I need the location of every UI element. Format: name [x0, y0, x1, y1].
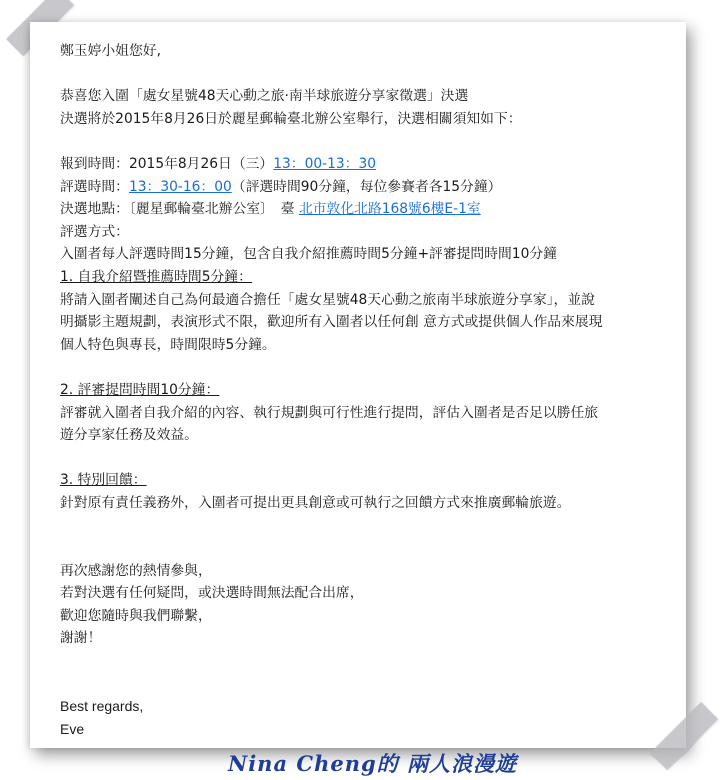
intro-line-1: 恭喜您入圍「處女星號48天心動之旅·南半球旅遊分享家徵選」決選: [60, 88, 469, 105]
location-line: [60, 198, 678, 221]
blog-watermark: Nina Cheng的 兩人浪漫遊: [228, 751, 517, 776]
section-2-title: 2. 評審提問時間10分鐘：: [60, 381, 220, 398]
judging-note: （評選時間90分鐘，每位參賽者各15分鐘）: [231, 178, 502, 195]
section-2-line-2: 遊分享家任務及效益。: [60, 427, 198, 444]
section-1-title: 1. 自我介紹暨推薦時間5分鐘：: [60, 268, 252, 285]
section-2-line-1: 評審就入圍者自我介紹的內容、執行規劃與可行性進行提問，評估入圍者是否足以勝任旅: [60, 404, 599, 421]
location-label: 決選地點：〔麗星郵輪臺北辦公室〕 臺: [60, 201, 299, 218]
checkin-label: 報到時間：2015年8月26日（三）: [60, 155, 274, 172]
section-1-line-1: 將請入圍者闡述自己為何最適合擔任「處女星號48天心動之旅南半球旅遊分享家」，並說: [60, 291, 595, 308]
section-1-line-2: 明攝影主題規劃，表演形式不限，歡迎所有入圍者以任何創 意方式或提供個人作品來展現: [60, 314, 603, 331]
closing-line-3: 歡迎您隨時與我們聯繫，: [60, 607, 212, 624]
closing-line-1: 再次感謝您的熱情參與，: [60, 562, 212, 579]
judging-label: 評選時間：: [60, 178, 129, 195]
spacer: [60, 63, 678, 86]
sender-name: Eve: [60, 720, 85, 737]
closing-line-4: 謝謝！: [60, 630, 102, 647]
email-body: [60, 40, 678, 740]
spacer: [60, 673, 678, 696]
method-description: 入圍者每人評選時間15分鐘，包含自我介紹推薦時間5分鐘+評審提問時間10分鐘: [60, 246, 557, 263]
spacer: [60, 447, 678, 470]
judging-time-link[interactable]: 13：30-16：00: [128, 178, 232, 195]
checkin-time-link[interactable]: 13：00-13：30: [273, 155, 377, 172]
greeting: 鄭玉婷小姐您好,: [60, 43, 161, 59]
intro-line-2: 決選將於2015年8月26日於麗星郵輪臺北辦公室舉行，決選相關須知如下：: [60, 110, 522, 127]
address-link[interactable]: 北市敦化北路168號6樓E-1室: [298, 201, 481, 218]
spacer: [60, 356, 678, 379]
checkin-time-line: [60, 153, 678, 176]
method-heading: 評選方式：: [60, 223, 129, 240]
judging-time-line: [60, 176, 678, 199]
spacer: [60, 514, 678, 537]
section-1-line-3: 個人特色與專長，時間限時5分鐘。: [60, 336, 276, 353]
section-3-title: 3. 特別回饋：: [60, 472, 147, 489]
spacer: [60, 130, 678, 153]
spacer: [60, 650, 678, 673]
section-3-line-1: 針對原有責任義務外，入圍者可提出更具創意或可執行之回饋方式來推廣郵輪旅遊。: [60, 494, 571, 511]
signoff: Best regards,: [60, 698, 144, 715]
spacer: [60, 537, 678, 560]
closing-line-2: 若對決選有任何疑問，或決選時間無法配合出席，: [60, 585, 364, 602]
